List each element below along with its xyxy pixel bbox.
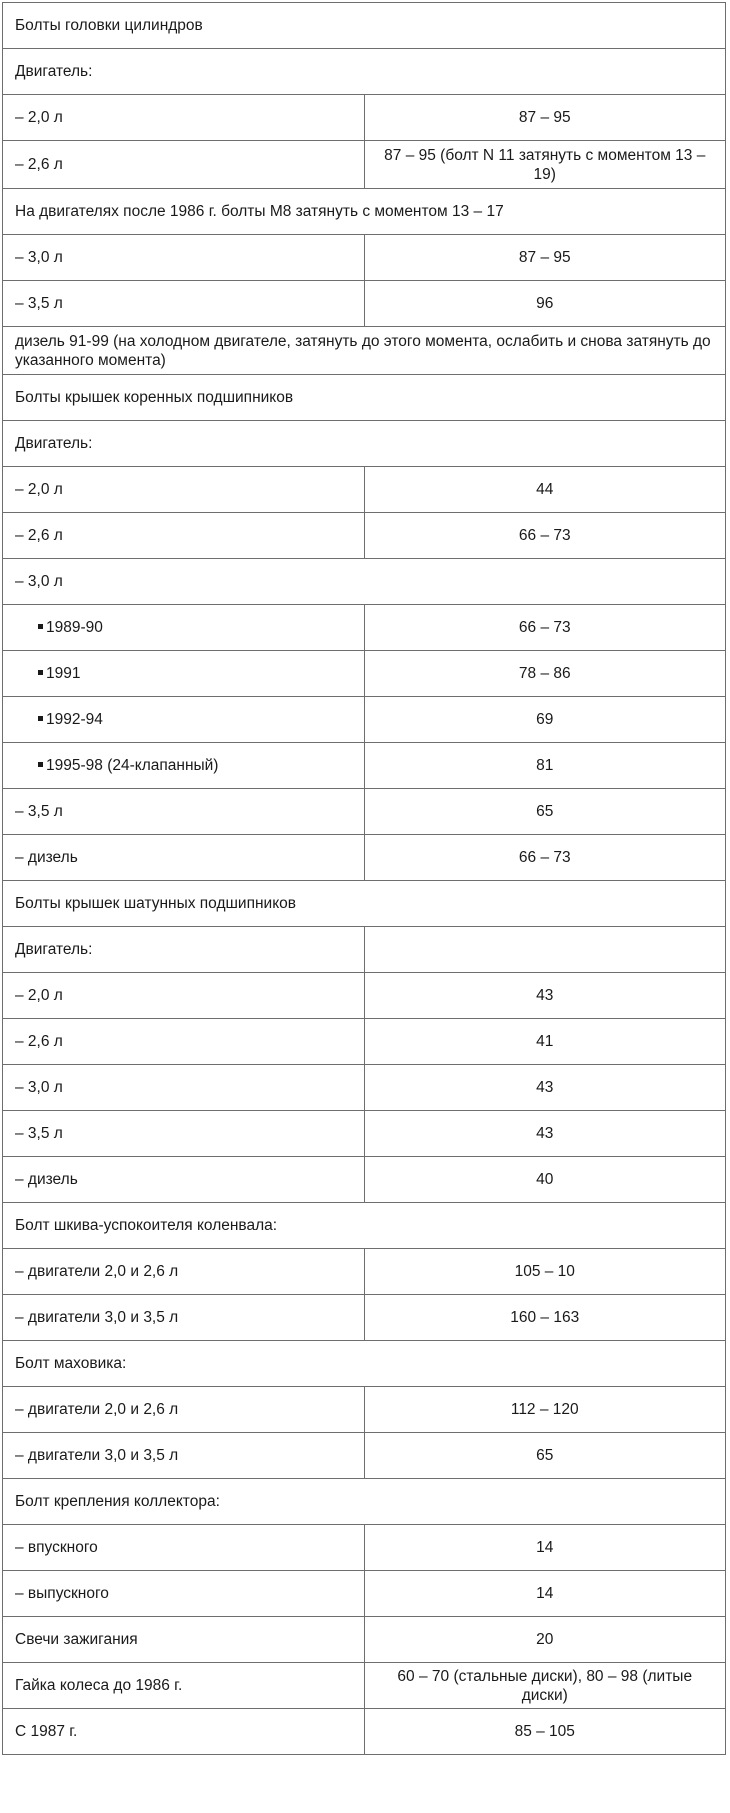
table-row [3,421,726,467]
row-label [3,1249,365,1295]
row-value: 43 [364,1111,726,1157]
row-label [3,1387,365,1433]
table-row [3,1479,726,1525]
row-label [3,1663,365,1709]
bullet-icon [38,716,43,721]
row-value: 41 [364,1019,726,1065]
row-label-text: – 2,6 л [15,156,63,173]
row-label-text: – дизель [15,1171,78,1188]
table-row [3,281,726,327]
row-label [3,141,365,189]
table-row [3,141,726,189]
row-label [3,281,365,327]
table-row [3,189,726,235]
row-value: 60 – 70 (стальные диски), 80 – 98 (литые диски) [364,1663,726,1709]
row-label [3,973,365,1019]
table-row [3,3,726,49]
row-label-text: – дизель [15,849,78,866]
table-row [3,1433,726,1479]
row-label-text: – 2,0 л [15,481,63,498]
row-value: 14 [364,1571,726,1617]
table-row [3,1295,726,1341]
row-label-text: Двигатель: [15,435,93,452]
row-label-text: – 3,5 л [15,1125,63,1142]
table-row [3,1249,726,1295]
row-label-text: – 2,0 л [15,987,63,1004]
row-value: 96 [364,281,726,327]
table-row [3,697,726,743]
row-label-text: Болт шкива-успокоителя коленвала: [15,1217,278,1234]
row-label-text: С 1987 г. [15,1723,78,1740]
row-label-text: Двигатель: [15,63,93,80]
row-value: 105 – 10 [364,1249,726,1295]
row-label [3,375,726,421]
row-label [3,1157,365,1203]
table-row [3,789,726,835]
table-row [3,559,726,605]
table-row [3,881,726,927]
row-label-text: – 3,0 л [15,1079,63,1096]
row-value: 14 [364,1525,726,1571]
table-row [3,49,726,95]
table-row [3,1571,726,1617]
row-label-text: – 3,5 л [15,803,63,820]
table-row [3,513,726,559]
row-label [3,1617,365,1663]
table-row [3,1019,726,1065]
row-label [3,327,726,375]
row-label [3,189,726,235]
row-label [3,49,726,95]
bullet-icon [38,762,43,767]
row-label [3,697,365,743]
bullet-icon [38,624,43,629]
row-value: 65 [364,789,726,835]
row-label-text: – двигатели 2,0 и 2,6 л [15,1263,179,1280]
row-label-text: дизель 91-99 (на холодном двигателе, затянуть до этого момента, ослабить и снова затянуть до указанного момента) [15,332,711,369]
row-label-text: На двигателях после 1986 г. болты М8 затянуть с моментом 13 – 17 [15,203,504,220]
table-row [3,327,726,375]
row-label-text: – 2,6 л [15,1033,63,1050]
row-value: 78 – 86 [364,651,726,697]
row-label [3,927,365,973]
row-value: 44 [364,467,726,513]
row-label [3,559,726,605]
row-label [3,1709,365,1755]
row-label [3,1525,365,1571]
table-row [3,605,726,651]
row-value: 40 [364,1157,726,1203]
row-label [3,235,365,281]
row-label-text: Болты головки цилиндров [15,17,203,34]
table-row [3,1387,726,1433]
table-row [3,973,726,1019]
row-label [3,513,365,559]
table-row [3,1065,726,1111]
row-label [3,651,365,697]
row-label-text: – впускного [15,1539,98,1556]
row-value: 20 [364,1617,726,1663]
table-row [3,1709,726,1755]
row-label-text: Двигатель: [15,941,93,958]
row-label [3,881,726,927]
row-label [3,835,365,881]
row-value: 69 [364,697,726,743]
row-label [3,467,365,513]
table-row [3,1341,726,1387]
row-label-text: – 3,0 л [15,573,63,590]
row-value: 66 – 73 [364,835,726,881]
row-label-text: 1992-94 [46,711,103,728]
torque-table-body [3,3,726,1755]
row-label [3,1111,365,1157]
row-label-text: – 3,0 л [15,249,63,266]
row-label-text: – двигатели 2,0 и 2,6 л [15,1401,179,1418]
table-row [3,375,726,421]
row-label-text: Болты крышек шатунных подшипников [15,895,297,912]
row-label [3,1065,365,1111]
row-label-text: – двигатели 3,0 и 3,5 л [15,1309,179,1326]
row-value: 66 – 73 [364,513,726,559]
row-value: 43 [364,973,726,1019]
row-value: 160 – 163 [364,1295,726,1341]
row-label-text: – 2,0 л [15,109,63,126]
table-row [3,1617,726,1663]
row-label-text: 1991 [46,665,81,682]
table-row [3,95,726,141]
row-label-text: – 3,5 л [15,295,63,312]
table-row [3,1157,726,1203]
row-label-text: 1989-90 [46,619,103,636]
table-row [3,1525,726,1571]
bullet-icon [38,670,43,675]
row-value [364,927,726,973]
row-label [3,1479,726,1525]
row-label [3,605,365,651]
row-label-text: Болт маховика: [15,1355,127,1372]
row-label [3,95,365,141]
row-value: 43 [364,1065,726,1111]
row-label [3,1341,726,1387]
table-row [3,1111,726,1157]
table-row [3,743,726,789]
row-label-text: Болт крепления коллектора: [15,1493,220,1510]
row-label-text: Болты крышек коренных подшипников [15,389,294,406]
table-row [3,927,726,973]
row-label-text: 1995-98 (24-клапанный) [46,757,219,774]
table-row [3,1203,726,1249]
row-label-text: Гайка колеса до 1986 г. [15,1677,183,1694]
table-row [3,235,726,281]
row-label-text: – 2,6 л [15,527,63,544]
row-value: 81 [364,743,726,789]
table-row [3,835,726,881]
row-value: 87 – 95 (болт N 11 затянуть с моментом 13 – 19) [364,141,726,189]
row-value: 87 – 95 [364,95,726,141]
row-label [3,1019,365,1065]
row-label [3,1295,365,1341]
row-label-text: Свечи зажигания [15,1631,138,1648]
row-label [3,743,365,789]
row-label [3,421,726,467]
row-label [3,3,726,49]
row-value: 112 – 120 [364,1387,726,1433]
row-value: 66 – 73 [364,605,726,651]
row-label [3,789,365,835]
table-row [3,467,726,513]
row-value: 85 – 105 [364,1709,726,1755]
table-row [3,1663,726,1709]
torque-table [2,2,726,1755]
row-label-text: – двигатели 3,0 и 3,5 л [15,1447,179,1464]
row-value: 87 – 95 [364,235,726,281]
row-value: 65 [364,1433,726,1479]
row-label [3,1571,365,1617]
row-label [3,1433,365,1479]
table-row [3,651,726,697]
row-label [3,1203,726,1249]
row-label-text: – выпускного [15,1585,109,1602]
